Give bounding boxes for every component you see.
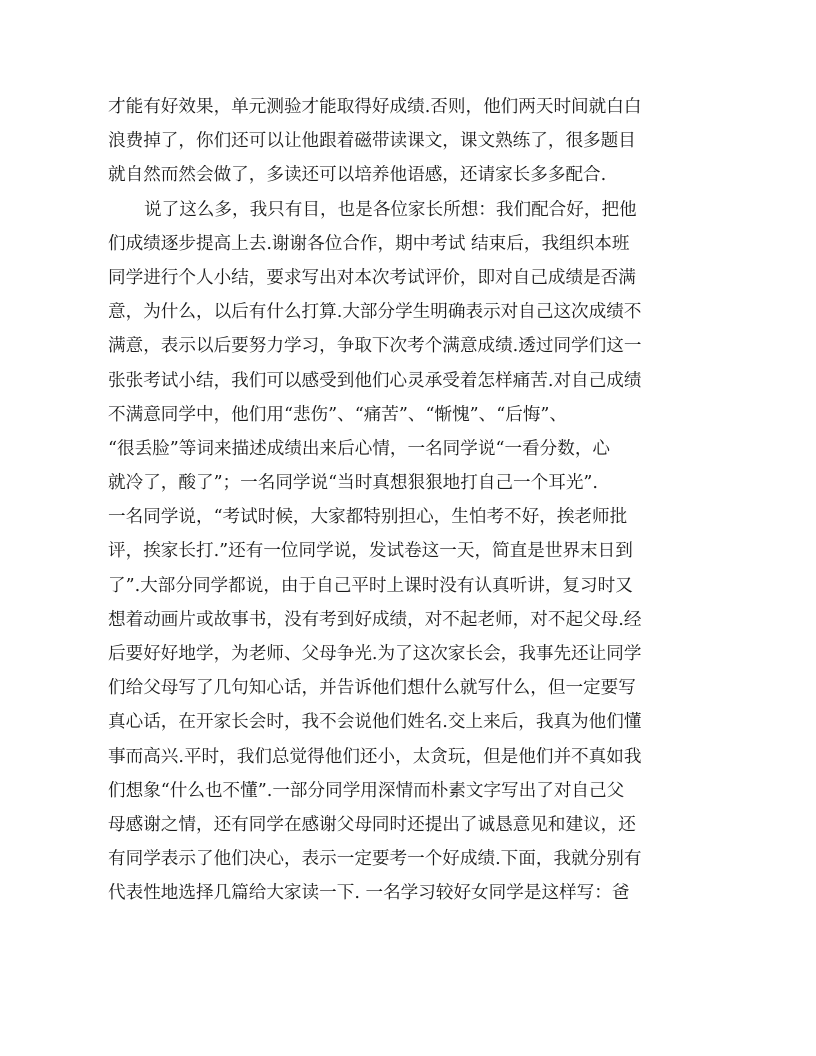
text-line: 真心话，在开家长会时，我不会说他们姓名.交上来后，我真为他们懂 (108, 712, 642, 733)
paragraph-first-line: 说了这么多，我只有目，也是各位家长所想：我们配合好，把他 (144, 199, 637, 220)
text-line: 想着动画片或故事书，没有考到好成绩，对不起老师，对不起父母.经 (108, 609, 642, 630)
text-line: 评，挨家长打.”还有一位同学说，发试卷这一天，简直是世界末日到 (108, 541, 633, 562)
text-line: “很丢脸”等词来描述成绩出来后心情，一名同学说“一看分数，心 (108, 438, 611, 459)
text-line: 事而高兴.平时，我们总觉得他们还小，太贪玩，但是他们并不真如我 (108, 746, 642, 767)
text-line: 意，为什么，以后有什么打算.大部分学生明确表示对自己这次成绩不 (108, 302, 642, 323)
text-line: 代表性地选择几篇给大家读一下. 一名学习较好女同学是这样写：爸 (108, 883, 630, 904)
text-line: 满意，表示以后要努力学习，争取下次考个满意成绩.透过同学们这一 (108, 336, 642, 357)
text-line: 张张考试小结，我们可以感受到他们心灵承受着怎样痛苦.对自己成绩 (108, 370, 642, 391)
text-line: 就自然而然会做了，多读还可以培养他语感，还请家长多多配合. (108, 165, 607, 186)
text-line: 后要好好地学，为老师、父母争光.为了这次家长会，我事先还让同学 (108, 644, 642, 664)
body-text (108, 90, 708, 911)
text-line: 同学进行个人小结，要求写出对本次考试评价，即对自己成绩是否满 (108, 267, 636, 288)
text-line: 就冷了，酸了”；一名同学说“当时真想狠狠地打自己一个耳光”. (108, 473, 599, 494)
text-line: 了”.大部分同学都说，由于自己平时上课时没有认真听讲，复习时又 (108, 575, 633, 596)
text-line: 一名同学说，“考试时候，大家都特别担心，生怕考不好，挨老师批 (108, 507, 628, 528)
text-line: 们成绩逐步提高上去.谢谢各位合作，期中考试 结束后，我组织本班 (108, 233, 630, 254)
text-line: 母感谢之情，还有同学在感谢父母同时还提出了诚恳意见和建议，还 (108, 814, 636, 835)
text-line: 们想象“什么也不懂”.一部分同学用深情而朴素文字写出了对自己父 (108, 780, 625, 801)
text-line: 不满意同学中，他们用“悲伤”、“痛苦”、“惭愧”、“后悔”、 (108, 404, 568, 425)
text-line: 才能有好效果，单元测验才能取得好成绩.否则，他们两天时间就白白 (108, 97, 642, 117)
text-line: 们给父母写了几句知心话，并告诉他们想什么就写什么，但一定要写 (108, 678, 636, 699)
text-line: 浪费掉了，你们还可以让他跟着磁带读课文，课文熟练了，很多题目 (108, 131, 636, 152)
text-line: 有同学表示了他们决心，表示一定要考一个好成绩.下面，我就分别有 (108, 849, 642, 870)
